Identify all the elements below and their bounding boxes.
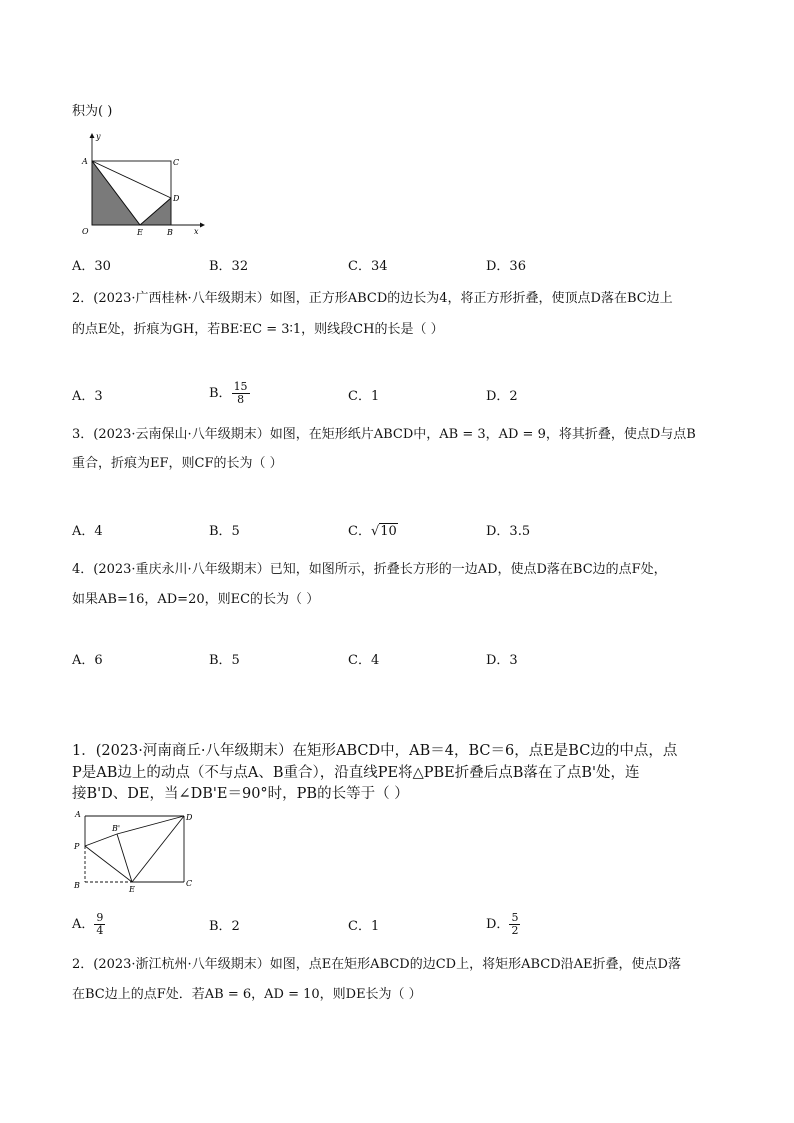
q3-option-c [348,524,398,540]
q2-line1: 2．(2023·广西桂林·八年级期末）如图，正方形ABCD的边长为4，将正方形折叠，使顶点D落在BC边上 [72,291,673,306]
label-A: A [75,810,81,819]
label-E: E [129,885,135,894]
q4-option-c: C．4 [348,653,380,668]
q5-figure [72,808,204,900]
q2-option-d: D．2 [486,389,518,404]
q0-option-a: A．30 [72,259,111,274]
q6-line2: 在BC边上的点F处．若AB = 6，AD = 10，则DE长为（ ） [72,987,422,1002]
label-A: A [82,157,88,166]
q4-line1: 4．(2023·重庆永川·八年级期末）已知，如图所示，折叠长方形的一边AD，使点D落在BC边的点F处， [72,562,667,577]
q2-option-c: C．1 [348,389,380,404]
q5-option-a-prefix: A． [72,917,95,932]
q0-figure [72,128,207,238]
label-y: y [96,132,101,141]
label-B: B [74,881,80,890]
q5-option-d-numerator: 5 [511,911,519,924]
q0-option-d: D．36 [486,259,526,274]
q4-option-d: D．3 [486,653,518,668]
q0-stem-tail: 积为( ) [72,104,113,119]
q3-option-a: A．4 [72,524,103,539]
label-B-prime: B' [112,824,121,833]
label-O: O [82,227,89,236]
label-B: B [167,228,173,237]
label-D: D [173,194,180,203]
label-P: P [74,842,80,851]
q2-option-b [209,381,250,406]
q2-option-b-numerator: 15 [233,380,248,393]
q5-option-a-numerator: 9 [96,911,104,924]
q5-line3: 接B'D、DE，当∠DB'E＝90°时，PB的长等于（ ） [72,786,409,802]
label-x: x [194,227,199,236]
q3-option-d: D．3.5 [486,524,531,539]
q5-line1: 1．(2023·河南商丘·八年级期末）在矩形ABCD中，AB＝4，BC＝6，点E是BC边的中点，点 [72,743,678,759]
q3-option-c-radicand: 10 [380,524,397,539]
q5-option-a-fraction [94,912,105,937]
q5-option-c: C．1 [348,919,380,934]
q5-option-a-denominator: 4 [96,924,104,937]
label-D: D [186,813,193,822]
q2-option-b-fraction [232,381,250,406]
q3-line2: 重合，折痕为EF，则CF的长为（ ） [72,456,283,471]
label-C: C [186,879,193,888]
q3-option-b: B．5 [209,524,240,539]
q4-line2: 如果AB=16，AD=20，则EC的长为（ ） [72,592,320,607]
q3-option-c-prefix: C． [348,524,371,539]
q6-line1: 2．(2023·浙江杭州·八年级期末）如图，点E在矩形ABCD的边CD上，将矩形ABCD沿AE折叠，使点D落 [72,957,681,972]
q5-option-d-prefix: D． [486,917,510,932]
q3-option-c-sqrt: √10 [370,524,397,539]
q0-option-c: C．34 [348,259,388,274]
q5-option-b: B．2 [209,919,240,934]
label-E: E [137,228,143,237]
q2-option-b-denominator: 8 [232,393,250,406]
q5-option-d [486,912,520,937]
q5-option-d-fraction [509,912,520,937]
q4-option-b: B．5 [209,653,240,668]
q2-option-b-prefix: B． [209,386,232,401]
q3-line1: 3．(2023·云南保山·八年级期末）如图，在矩形纸片ABCD中，AB = 3，AD = 9，将其折叠，使点D与点B [72,427,696,442]
q5-option-a [72,912,105,937]
q0-option-b: B．32 [209,259,249,274]
label-C: C [173,158,180,167]
q5-option-d-denominator: 2 [511,924,519,937]
q2-line2: 的点E处，折痕为GH，若BE∶EC = 3∶1，则线段CH的长是（ ） [72,322,444,337]
q5-line2: P是AB边上的动点（不与点A、B重合），沿直线PE将△PBE折叠后点B落在了点B'处，连 [72,765,640,781]
q4-option-a: A．6 [72,653,103,668]
q2-option-a: A．3 [72,389,103,404]
